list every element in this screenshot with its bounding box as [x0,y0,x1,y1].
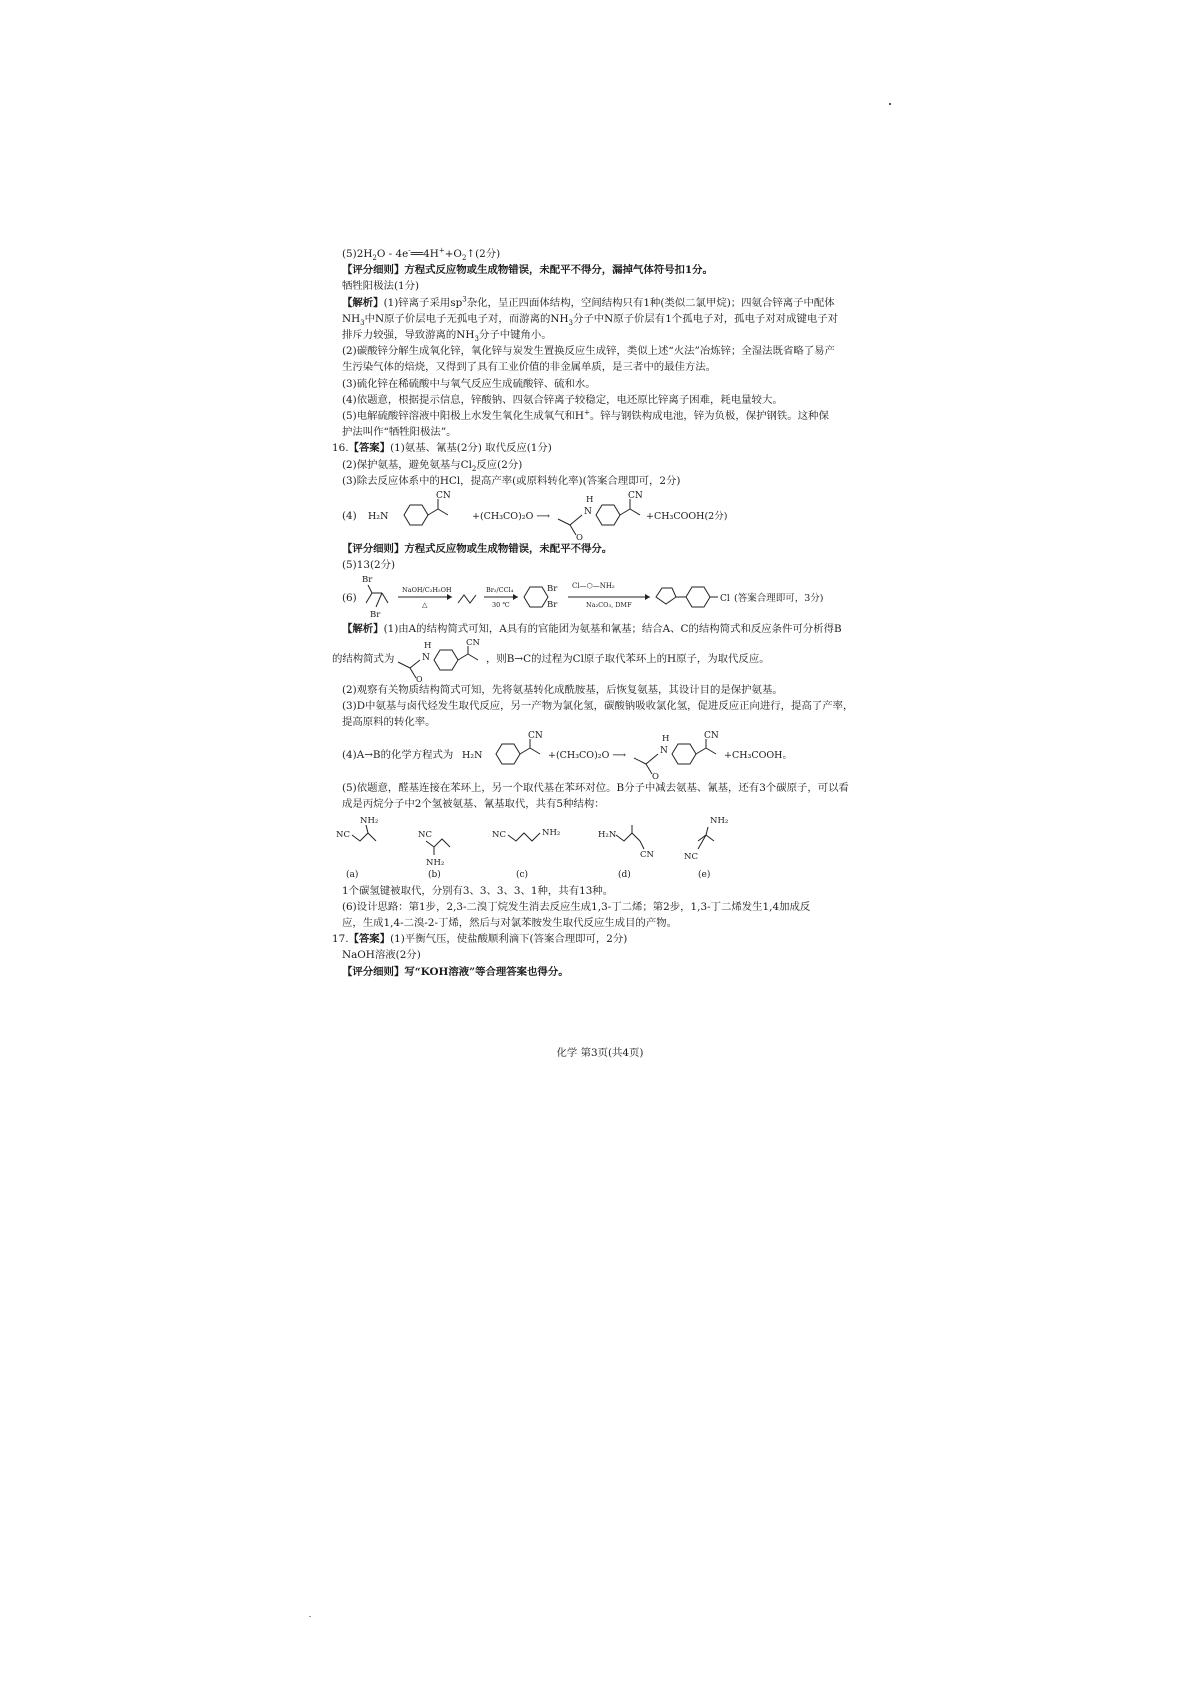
isomer-scheme [332,813,872,883]
q16-analysis-3-cont: 提高原料的转化率。 [342,716,436,729]
benzene-ring [496,744,520,764]
an4-text: (4)A→B的化学方程式为 [342,749,454,762]
q16-synthesis-route [332,573,872,621]
q16-analysis-3: (3)D中氨基与卤代烃发生取代反应，另一产物为氯化氢，碳酸钠吸收氯化氢，促进反应正向进行，提高了产率， [342,699,854,712]
syn-br: Br [370,610,381,621]
q16-answer-1: 16.【答案】(1)氨基、氰基(2分) 取代反应(1分) [332,442,552,455]
q15-analysis-4: (4)依题意，根据提示信息，锌酸钠、四氨合锌离子较稳定，电还原比锌离子困难，耗电量较大。 [342,393,783,406]
q16-analysis-4-equation [332,730,872,780]
isomer-a [336,816,378,880]
pyrrole-ring [656,588,676,604]
eq-reagent: +(CH₃CO)₂O ⟶ [472,511,551,523]
eq-h: H [424,640,432,651]
isomer-e-t1: NH₂ [710,815,729,826]
eq-o: O [652,772,659,781]
q16-answer-2: (2)保护氨基，避免氨基与$Cl_2$反应(2分) [342,458,523,473]
benzene-ring [434,650,458,670]
eq-reagent: +(CH₃CO)₂O ⟶ [548,750,627,762]
answer-text-block [332,246,872,980]
eq-n: N [584,507,592,518]
q17-scoring-rule: 【评分细则】写“KOH溶液”等合理答案也得分。 [342,965,569,978]
q16-answer-3: (3)除去反应体系中的HCl，提高产率(或原料转化率)(答案合理即可，2分) [342,474,681,487]
isomer-a-t1: NH₂ [360,815,379,826]
q16-analysis-1-structure [332,638,872,682]
q16-analysis-5-cont: 成是丙烷分子中2个氢被氨基、氰基取代，共有5种结构： [342,798,605,811]
q15-analysis-1-cont: $NH_3$中N原子价层电子无孤电子对，而游离的$NH_3$分子中N原子价层有1个孤电子对，孤电子对对成键电子对 [342,312,839,327]
q16-isomer-structures [332,813,872,883]
q16-analysis-5-end: 1个碳氢键被取代，分别有3、3、3、3、1种，共有13种。 [342,884,614,897]
isomer-b-t2: NH₂ [426,857,445,868]
isomer-c-t2: NH₂ [542,827,561,838]
eq-h2n: H₂N [368,511,389,523]
isomer-b [418,830,450,880]
an1-text: 的结构简式为 [332,652,395,665]
benzene-ring [404,505,428,525]
eq-cn: CN [528,731,543,742]
an1-text-cont: ，则B→C的过程为Cl原子取代苯环上的H原子，为取代反应。 [486,652,770,665]
q15-scoring-rule: 【评分细则】方程式反应物或生成物错误，未配平不得分，漏掉气体符号扣1分。 [342,264,713,277]
syn-note: (答案合理即可，3分) [734,593,824,605]
eq-o: O [416,674,423,682]
eq-n: N [660,746,668,757]
q15-analysis-1: 【解析】(1)锌离子采用$sp^3$杂化，呈正四面体结构，空间结构只有1种(类似二氯甲烷)；四氨合锌离子中配体 [342,295,835,309]
benzene-ring [686,587,710,607]
q15-analysis-1-end: 排斥力较强，导致游离的$NH_3$分子中键角小。 [342,329,552,344]
syn-reagent-3: Cl—⬡—NH₂ [572,582,615,591]
syn-cl: Cl [720,594,730,605]
acylation-equation [332,730,872,780]
page-footer: 化学 第3页(共4页) [556,1047,644,1059]
structure-b [332,638,872,682]
syn-reagent-1: NaOH/C₂H₅OH [402,586,452,595]
isomer-a-t2: NC [336,829,350,840]
cyclohexene-ring [524,587,548,607]
eq-h2n: H₂N [462,750,483,762]
q16-scoring-rule: 【评分细则】方程式反应物或生成物错误，未配平不得分。 [342,543,613,556]
q16-analysis-6-cont: 应，生成1,4-二溴-2-丁烯，然后与对氯苯胺发生取代反应生成目的产物。 [342,917,677,930]
isomer-c-t1: NC [492,829,506,840]
eq-cn: CN [628,491,643,502]
an4-product: +CH₃COOH。 [724,750,792,762]
isomer-d-t2: CN [640,849,654,860]
q15-sacrificial-anode: 牺牲阳极法(1分) [342,280,420,293]
q15-part5-equation: $(5)2H_2O$ - $4e^-══4H^++O_2↑(2$分) [342,246,501,263]
syn-reagent-2: Br₂/CCl₄ [486,586,514,595]
syn-br: Br [547,584,558,595]
isomer-b-t1: NC [418,829,432,840]
eq-h: H [662,734,670,745]
eq-o: O [576,533,583,542]
q17-answer-1: 17.【答案】(1)平衡气压，使盐酸顺利滴下(答案合理即可，2分) [332,933,628,946]
syn-reagent-3-cond: Na₂CO₃, DMF [586,601,632,610]
scan-speck [309,1616,311,1617]
q15-analysis-5-cont: 护法叫作“牺牲阳极法”。 [342,426,457,439]
syn-reagent-1-cond: △ [422,601,428,610]
eq-cn: CN [466,637,480,648]
isomer-a-label: (a) [346,869,359,880]
acylation-equation [332,489,872,541]
eq-n: N [422,652,430,663]
q16-analysis-5: (5)依题意，醛基连接在苯环上，另一个取代基在苯环对位。B分子中减去氨基、氰基，还有3个碳原子，可以看 [342,782,849,795]
isomer-d-label: (d) [618,869,631,880]
q16-analysis-2: (2)观察有关物质结构简式可知，先将氨基转化成酰胺基，后恢复氨基，其设计目的是保护氨基。 [342,683,783,696]
q16-analysis-6: (6)设计思路：第1步，2,3-二溴丁烷发生消去反应生成1,3-丁二烯；第2步，1,3-丁二烯发生1,4加成反 [342,900,811,913]
q15-analysis-3: (3)硫化锌在稀硫酸中与氧气反应生成硫酸锌、硫和水。 [342,377,596,390]
benzene-ring [596,505,620,525]
synthesis-scheme [332,573,872,621]
eq-cn: CN [704,731,719,742]
syn-br: Br [547,600,558,611]
eq-label: (4) [342,510,357,523]
syn-br: Br [362,575,373,586]
q15-analysis-2-cont: 生污染气体的焙烧，又得到了具有工业价值的非金属单质，是三者中的最佳方法。 [342,361,717,374]
q16-equation-4 [332,489,872,541]
q16-answer-5: (5)13(2分) [342,559,396,572]
isomer-b-label: (b) [428,869,441,880]
isomer-e [684,816,728,880]
q15-analysis-2: (2)碳酸锌分解生成氧化锌，氧化锌与炭发生置换反应生成锌，类似上述“火法”冶炼锌；全湿法既省略了易产 [342,345,835,358]
q16-analysis-1: 【解析】(1)由A的结构简式可知，A具有的官能团为氨基和氰基；结合A、C的结构简式和反应条件可分析得B [342,623,842,636]
isomer-c-label: (c) [516,869,529,880]
isomer-d-t1: H₂N [598,829,617,840]
syn-reagent-2-cond: 30 ℃ [492,601,510,610]
isomer-d [598,825,655,880]
eq-cn: CN [436,491,451,502]
eq-product: +CH₃COOH(2分) [646,511,728,523]
isomer-e-t2: NC [684,851,698,862]
isomer-e-label: (e) [698,869,711,880]
syn-label: (6) [342,592,357,605]
q17-answer-2: NaOH溶液(2分) [342,949,421,962]
scan-speck [889,103,891,105]
q15-analysis-5: (5)电解硫酸锌溶液中阳极上水发生氧化生成氧气和H+。锌与钢铁构成电池，锌为负极，保护钢铁。这种保 [342,408,829,423]
eq-h: H [586,495,594,506]
isomer-c [492,828,560,880]
benzene-ring [672,744,696,764]
